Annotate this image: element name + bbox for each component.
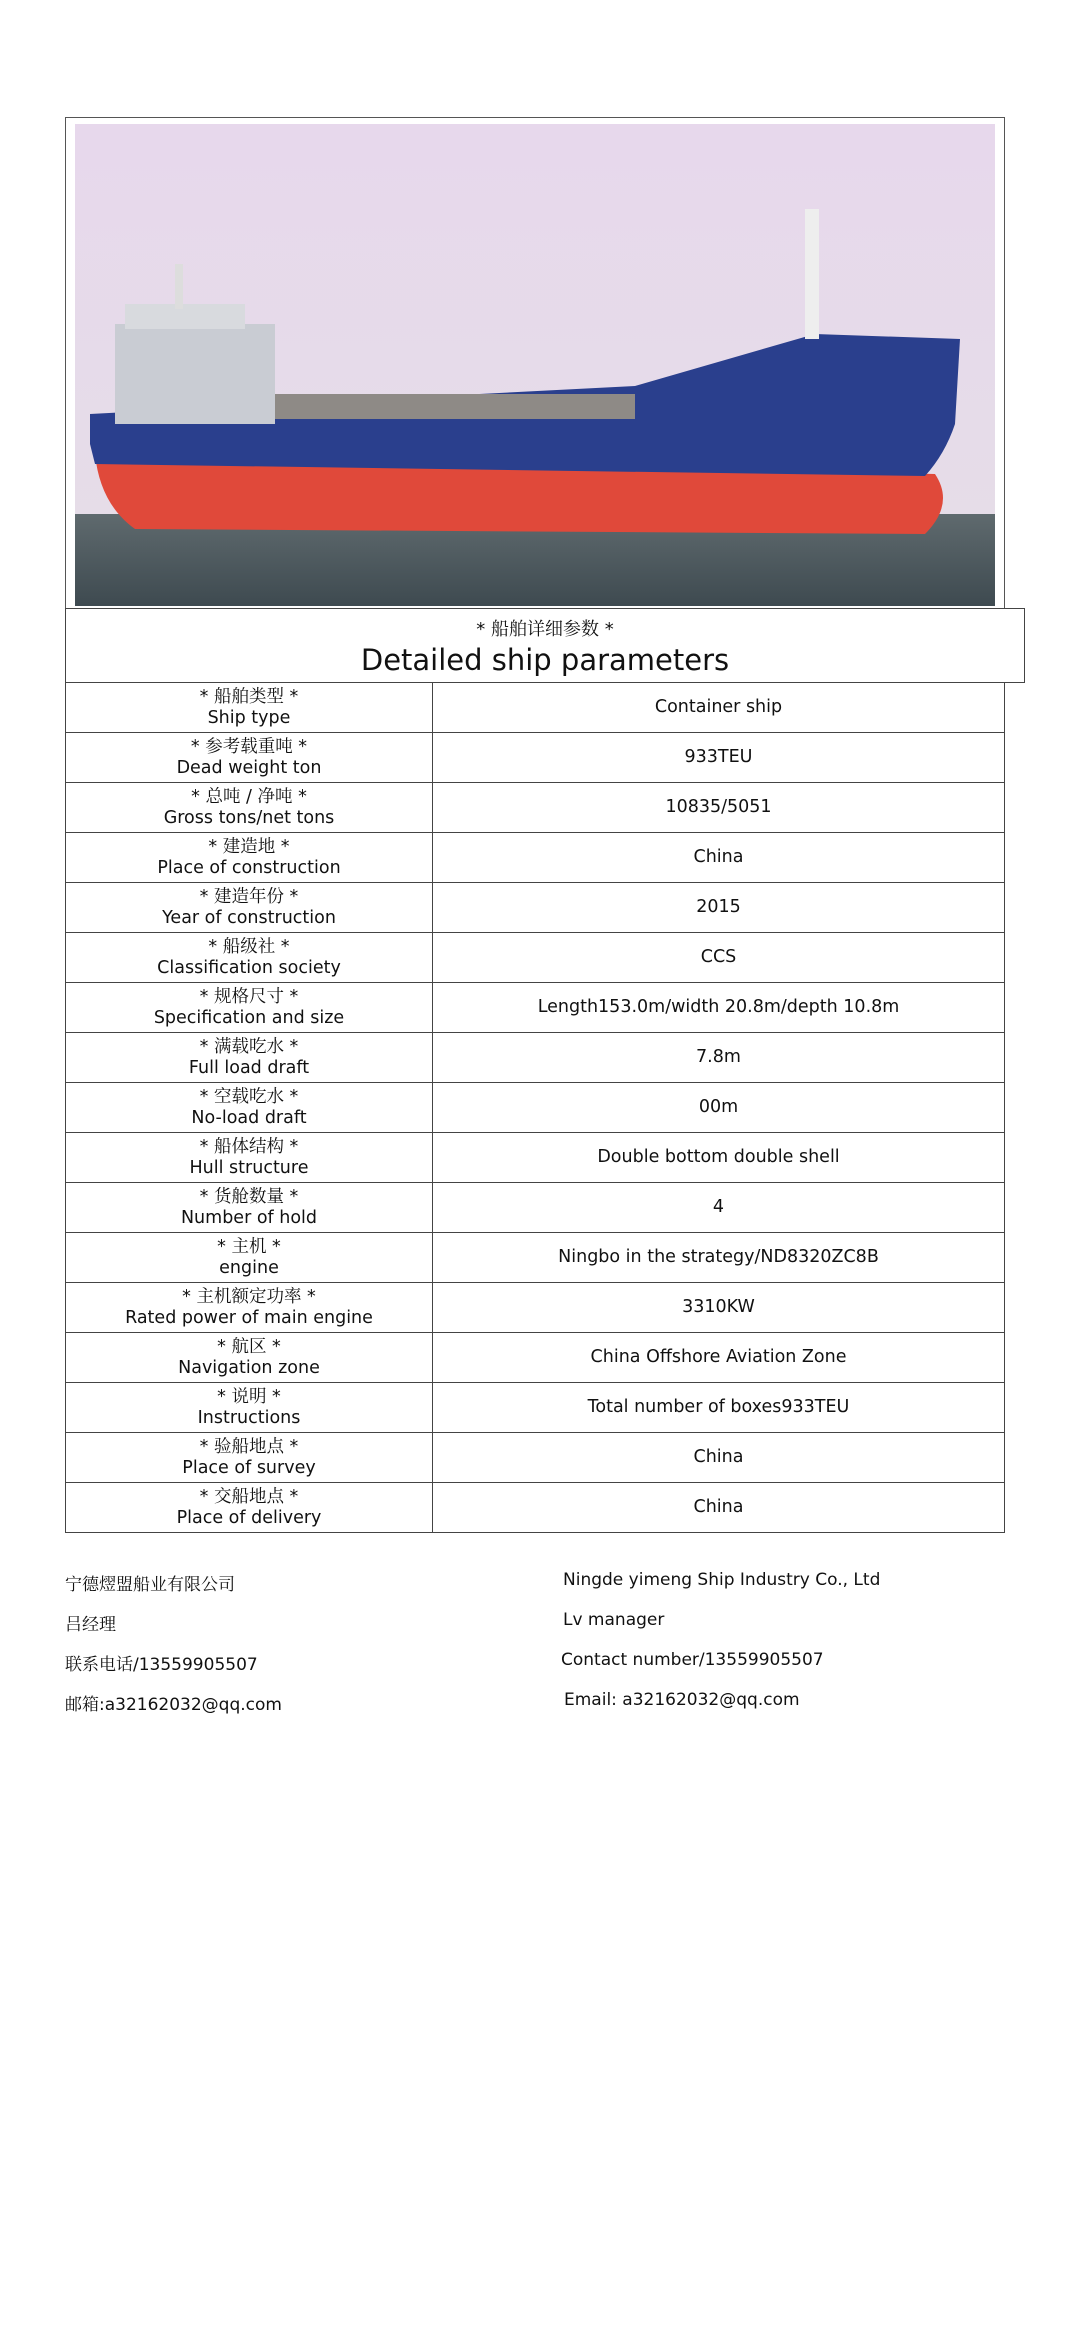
param-label — [66, 883, 433, 933]
param-label — [66, 1333, 433, 1383]
param-label — [66, 1283, 433, 1333]
email-cn: 邮箱:a32162032@qq.com — [65, 1695, 282, 1715]
ship-parameters-table — [65, 682, 1005, 1533]
param-value: Total number of boxes933TEU — [433, 1383, 1005, 1433]
param-label — [66, 1433, 433, 1483]
param-value: China Offshore Aviation Zone — [433, 1333, 1005, 1383]
manager-cn: 吕经理 — [65, 1615, 116, 1635]
param-value: China — [433, 833, 1005, 883]
param-value: 4 — [433, 1183, 1005, 1233]
param-label-en: Ship type — [207, 707, 291, 728]
param-value: Length153.0m/width 20.8m/depth 10.8m — [433, 983, 1005, 1033]
param-value: Ningbo in the strategy/ND8320ZC8B — [433, 1233, 1005, 1283]
param-label-cn: * 参考载重吨 * — [190, 736, 308, 757]
param-label-en: Instructions — [197, 1407, 301, 1428]
table-row — [66, 1283, 1005, 1333]
param-label-en: Classification society — [157, 957, 341, 978]
param-label-cn: * 总吨 / 净吨 * — [191, 786, 307, 807]
phone-en: Contact number/13559905507 — [561, 1650, 824, 1670]
param-value: 3310KW — [433, 1283, 1005, 1333]
header-cn: * 船舶详细参数 * — [476, 619, 614, 640]
param-value: 10835/5051 — [433, 783, 1005, 833]
param-label-en: engine — [219, 1257, 279, 1278]
table-row — [66, 1233, 1005, 1283]
param-value: CCS — [433, 933, 1005, 983]
section-header — [65, 608, 1025, 683]
table-row — [66, 983, 1005, 1033]
param-label-cn: * 船舶类型 * — [199, 686, 299, 707]
table-row — [66, 1483, 1005, 1533]
param-label-cn: * 空载吃水 * — [199, 1086, 299, 1107]
company-cn: 宁德熤盟船业有限公司 — [65, 1575, 235, 1595]
param-label-en: Place of construction — [157, 857, 341, 878]
table-row — [66, 733, 1005, 783]
param-label-en: Year of construction — [162, 907, 336, 928]
param-label-en: Hull structure — [189, 1157, 309, 1178]
table-row — [66, 1133, 1005, 1183]
container-ship-photo — [75, 124, 995, 606]
param-label — [66, 933, 433, 983]
param-label-cn: * 船级社 * — [208, 936, 290, 957]
param-label-en: Place of survey — [182, 1457, 316, 1478]
param-label-en: Specification and size — [153, 1007, 345, 1028]
param-label-en: Number of hold — [180, 1207, 318, 1228]
param-label-cn: * 说明 * — [217, 1386, 281, 1407]
param-label-en: Full load draft — [188, 1057, 310, 1078]
param-label-cn: * 主机 * — [217, 1236, 281, 1257]
param-label — [66, 1033, 433, 1083]
param-label-cn: * 验船地点 * — [199, 1436, 299, 1457]
param-value: 933TEU — [433, 733, 1005, 783]
table-row — [66, 683, 1005, 733]
param-label-cn: * 交船地点 * — [199, 1486, 299, 1507]
param-label-cn: * 航区 * — [217, 1336, 281, 1357]
ship-photo-frame — [65, 117, 1005, 608]
param-label — [66, 1133, 433, 1183]
table-row — [66, 783, 1005, 833]
table-row — [66, 1033, 1005, 1083]
param-value: 00m — [433, 1083, 1005, 1133]
param-label — [66, 1233, 433, 1283]
manager-en: Lv manager — [563, 1610, 665, 1630]
param-value: Double bottom double shell — [433, 1133, 1005, 1183]
header-en: Detailed ship parameters — [360, 643, 730, 677]
param-label-cn: * 建造年份 * — [199, 886, 299, 907]
param-label — [66, 833, 433, 883]
param-label-en: Rated power of main engine — [125, 1307, 373, 1328]
param-label — [66, 983, 433, 1033]
param-label-en: Navigation zone — [178, 1357, 320, 1378]
table-row — [66, 1383, 1005, 1433]
email-en: Email: a32162032@qq.com — [564, 1690, 800, 1710]
param-label-cn: * 建造地 * — [208, 836, 290, 857]
table-row — [66, 883, 1005, 933]
table-row — [66, 1433, 1005, 1483]
param-label — [66, 733, 433, 783]
param-value: 2015 — [433, 883, 1005, 933]
param-label-cn: * 船体结构 * — [199, 1136, 299, 1157]
param-label-cn: * 满载吃水 * — [199, 1036, 299, 1057]
param-label-en: Place of delivery — [176, 1507, 322, 1528]
param-value: China — [433, 1483, 1005, 1533]
param-label — [66, 1083, 433, 1133]
table-row — [66, 1333, 1005, 1383]
param-label — [66, 1183, 433, 1233]
param-label-en: Dead weight ton — [176, 757, 322, 778]
company-en: Ningde yimeng Ship Industry Co., Ltd — [563, 1570, 881, 1590]
param-label-en: No-load draft — [191, 1107, 307, 1128]
param-label — [66, 783, 433, 833]
param-label-cn: * 主机额定功率 * — [182, 1286, 316, 1307]
param-label-cn: * 货舱数量 * — [199, 1186, 299, 1207]
table-row — [66, 833, 1005, 883]
phone-cn: 联系电话/13559905507 — [65, 1655, 258, 1675]
param-label — [66, 683, 433, 733]
param-value: China — [433, 1433, 1005, 1483]
table-row — [66, 1083, 1005, 1133]
param-label-en: Gross tons/net tons — [163, 807, 335, 828]
param-value: Container ship — [433, 683, 1005, 733]
param-value: 7.8m — [433, 1033, 1005, 1083]
table-row — [66, 933, 1005, 983]
table-row — [66, 1183, 1005, 1233]
param-label-cn: * 规格尺寸 * — [199, 986, 299, 1007]
param-label — [66, 1383, 433, 1433]
param-label — [66, 1483, 433, 1533]
